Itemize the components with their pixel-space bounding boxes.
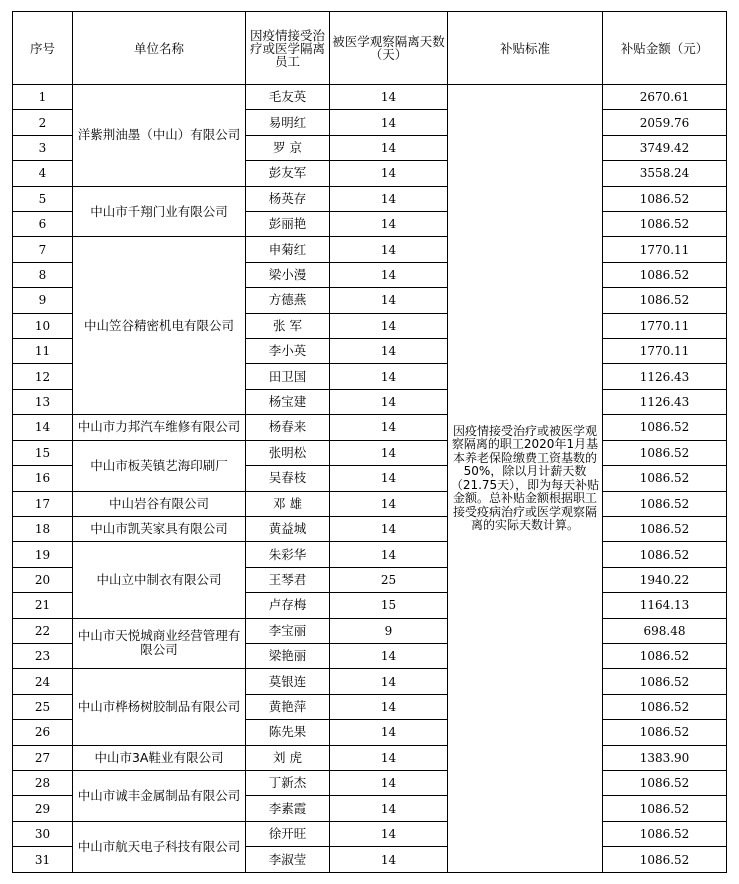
- employee-name: 毛友英: [246, 85, 330, 110]
- row-number: 20: [13, 567, 73, 592]
- isolation-days: 14: [330, 212, 448, 237]
- row-number: 8: [13, 262, 73, 287]
- subsidy-standard: 因疫情接受治疗或被医学观察隔离的职工2020年1月基本养老保险缴费工资基数的50%，除以月计薪天数（21.75天），即为每天补贴金额。总补贴金额根据职工接受疫病治疗或医学观察隔离的实际天数计算。: [448, 85, 603, 873]
- employee-name: 梁小漫: [246, 262, 330, 287]
- unit-name: 中山市桦杨树胶制品有限公司: [73, 669, 246, 745]
- employee-name: 王琴君: [246, 567, 330, 592]
- row-number: 15: [13, 440, 73, 465]
- isolation-days: 14: [330, 821, 448, 846]
- isolation-days: 14: [330, 237, 448, 262]
- subsidy-amount: 1086.52: [603, 694, 727, 719]
- row-number: 11: [13, 339, 73, 364]
- table-row: [13, 669, 727, 694]
- unit-name: 中山岩谷有限公司: [73, 491, 246, 516]
- subsidy-table: [12, 11, 727, 873]
- row-number: 9: [13, 288, 73, 313]
- subsidy-amount: 1086.52: [603, 212, 727, 237]
- isolation-days: 14: [330, 161, 448, 186]
- isolation-days: 14: [330, 339, 448, 364]
- table-row: [13, 237, 727, 262]
- unit-name: 中山市力邦汽车维修有限公司: [73, 415, 246, 440]
- table-row: [13, 415, 727, 440]
- row-number: 26: [13, 720, 73, 745]
- employee-name: 杨英存: [246, 186, 330, 211]
- isolation-days: 14: [330, 262, 448, 287]
- header-row: [13, 12, 727, 85]
- header-days: 被医学观察隔离天数（天）: [330, 12, 448, 85]
- row-number: 16: [13, 466, 73, 491]
- isolation-days: 14: [330, 694, 448, 719]
- employee-name: 罗 京: [246, 135, 330, 160]
- unit-name: 中山市3A鞋业有限公司: [73, 745, 246, 770]
- employee-name: 申菊红: [246, 237, 330, 262]
- row-number: 21: [13, 593, 73, 618]
- subsidy-amount: 1086.52: [603, 720, 727, 745]
- row-number: 13: [13, 389, 73, 414]
- isolation-days: 14: [330, 542, 448, 567]
- row-number: 22: [13, 618, 73, 643]
- employee-name: 邓 雄: [246, 491, 330, 516]
- isolation-days: 14: [330, 491, 448, 516]
- subsidy-amount: 3558.24: [603, 161, 727, 186]
- row-number: 25: [13, 694, 73, 719]
- row-number: 4: [13, 161, 73, 186]
- employee-name: 徐开旺: [246, 821, 330, 846]
- unit-name: 中山市板芙镇艺海印刷厂: [73, 440, 246, 491]
- subsidy-amount: 1164.13: [603, 593, 727, 618]
- employee-name: 李淑莹: [246, 847, 330, 873]
- isolation-days: 14: [330, 669, 448, 694]
- isolation-days: 25: [330, 567, 448, 592]
- employee-name: 方德燕: [246, 288, 330, 313]
- header-amount: 补贴金额（元）: [603, 12, 727, 85]
- employee-name: 彭友军: [246, 161, 330, 186]
- row-number: 28: [13, 770, 73, 795]
- employee-name: 朱彩华: [246, 542, 330, 567]
- isolation-days: 15: [330, 593, 448, 618]
- table-row: [13, 186, 727, 211]
- unit-name: 洋紫荆油墨（中山）有限公司: [73, 85, 246, 187]
- isolation-days: 14: [330, 415, 448, 440]
- employee-name: 杨春来: [246, 415, 330, 440]
- subsidy-amount: 698.48: [603, 618, 727, 643]
- table-row: [13, 770, 727, 795]
- isolation-days: 14: [330, 313, 448, 338]
- subsidy-amount: 1940.22: [603, 567, 727, 592]
- row-number: 30: [13, 821, 73, 846]
- row-number: 1: [13, 85, 73, 110]
- employee-name: 刘 虎: [246, 745, 330, 770]
- subsidy-amount: 1086.52: [603, 415, 727, 440]
- table-body: [13, 85, 727, 873]
- employee-name: 张明松: [246, 440, 330, 465]
- table-row: [13, 440, 727, 465]
- isolation-days: 14: [330, 440, 448, 465]
- subsidy-amount: 1086.52: [603, 516, 727, 541]
- header-unit: 单位名称: [73, 12, 246, 85]
- row-number: 19: [13, 542, 73, 567]
- employee-name: 易明红: [246, 110, 330, 135]
- row-number: 29: [13, 796, 73, 821]
- isolation-days: 14: [330, 720, 448, 745]
- isolation-days: 14: [330, 364, 448, 389]
- subsidy-amount: 1086.52: [603, 186, 727, 211]
- isolation-days: 14: [330, 516, 448, 541]
- employee-name: 李宝丽: [246, 618, 330, 643]
- subsidy-amount: 1126.43: [603, 364, 727, 389]
- employee-name: 莫银连: [246, 669, 330, 694]
- table-row: [13, 491, 727, 516]
- subsidy-amount: 2059.76: [603, 110, 727, 135]
- header-standard: 补贴标准: [448, 12, 603, 85]
- isolation-days: 14: [330, 389, 448, 414]
- table-row: [13, 85, 727, 110]
- subsidy-amount: 1086.52: [603, 288, 727, 313]
- isolation-days: 14: [330, 186, 448, 211]
- row-number: 3: [13, 135, 73, 160]
- isolation-days: 14: [330, 135, 448, 160]
- row-number: 27: [13, 745, 73, 770]
- row-number: 17: [13, 491, 73, 516]
- subsidy-amount: 1086.52: [603, 262, 727, 287]
- row-number: 12: [13, 364, 73, 389]
- subsidy-amount: 1086.52: [603, 847, 727, 873]
- row-number: 24: [13, 669, 73, 694]
- isolation-days: 14: [330, 643, 448, 668]
- row-number: 14: [13, 415, 73, 440]
- header-name: 因疫情接受治疗或医学隔离员工: [246, 12, 330, 85]
- row-number: 31: [13, 847, 73, 873]
- subsidy-amount: 1086.52: [603, 440, 727, 465]
- subsidy-amount: 1086.52: [603, 542, 727, 567]
- subsidy-amount: 2670.61: [603, 85, 727, 110]
- employee-name: 丁新杰: [246, 770, 330, 795]
- employee-name: 黄益城: [246, 516, 330, 541]
- subsidy-amount: 1086.52: [603, 466, 727, 491]
- table-row: [13, 618, 727, 643]
- row-number: 6: [13, 212, 73, 237]
- employee-name: 李小英: [246, 339, 330, 364]
- subsidy-amount: 1770.11: [603, 339, 727, 364]
- subsidy-amount: 1086.52: [603, 491, 727, 516]
- table-row: [13, 542, 727, 567]
- subsidy-amount: 3749.42: [603, 135, 727, 160]
- employee-name: 卢存梅: [246, 593, 330, 618]
- subsidy-amount: 1770.11: [603, 313, 727, 338]
- isolation-days: 14: [330, 466, 448, 491]
- employee-name: 吴春枝: [246, 466, 330, 491]
- isolation-days: 14: [330, 796, 448, 821]
- employee-name: 梁艳丽: [246, 643, 330, 668]
- row-number: 7: [13, 237, 73, 262]
- unit-name: 中山立中制衣有限公司: [73, 542, 246, 618]
- subsidy-amount: 1086.52: [603, 770, 727, 795]
- employee-name: 黄艳萍: [246, 694, 330, 719]
- employee-name: 杨宝建: [246, 389, 330, 414]
- isolation-days: 14: [330, 770, 448, 795]
- subsidy-amount: 1086.52: [603, 643, 727, 668]
- unit-name: 中山市诚丰金属制品有限公司: [73, 770, 246, 821]
- row-number: 10: [13, 313, 73, 338]
- subsidy-amount: 1086.52: [603, 821, 727, 846]
- subsidy-amount: 1383.90: [603, 745, 727, 770]
- row-number: 2: [13, 110, 73, 135]
- isolation-days: 14: [330, 745, 448, 770]
- row-number: 5: [13, 186, 73, 211]
- subsidy-amount: 1086.52: [603, 669, 727, 694]
- row-number: 23: [13, 643, 73, 668]
- isolation-days: 14: [330, 847, 448, 873]
- employee-name: 彭丽艳: [246, 212, 330, 237]
- row-number: 18: [13, 516, 73, 541]
- unit-name: 中山市航天电子科技有限公司: [73, 821, 246, 872]
- unit-name: 中山市千翔门业有限公司: [73, 186, 246, 237]
- subsidy-amount: 1126.43: [603, 389, 727, 414]
- isolation-days: 9: [330, 618, 448, 643]
- table-row: [13, 745, 727, 770]
- employee-name: 李素霞: [246, 796, 330, 821]
- unit-name: 中山笠谷精密机电有限公司: [73, 237, 246, 415]
- header-no: 序号: [13, 12, 73, 85]
- subsidy-amount: 1086.52: [603, 796, 727, 821]
- employee-name: 陈先果: [246, 720, 330, 745]
- employee-name: 田卫国: [246, 364, 330, 389]
- isolation-days: 14: [330, 288, 448, 313]
- unit-name: 中山市天悦城商业经营管理有限公司: [73, 618, 246, 669]
- table-row: [13, 821, 727, 846]
- subsidy-amount: 1770.11: [603, 237, 727, 262]
- table-row: [13, 516, 727, 541]
- isolation-days: 14: [330, 110, 448, 135]
- employee-name: 张 军: [246, 313, 330, 338]
- isolation-days: 14: [330, 85, 448, 110]
- unit-name: 中山市凯芙家具有限公司: [73, 516, 246, 541]
